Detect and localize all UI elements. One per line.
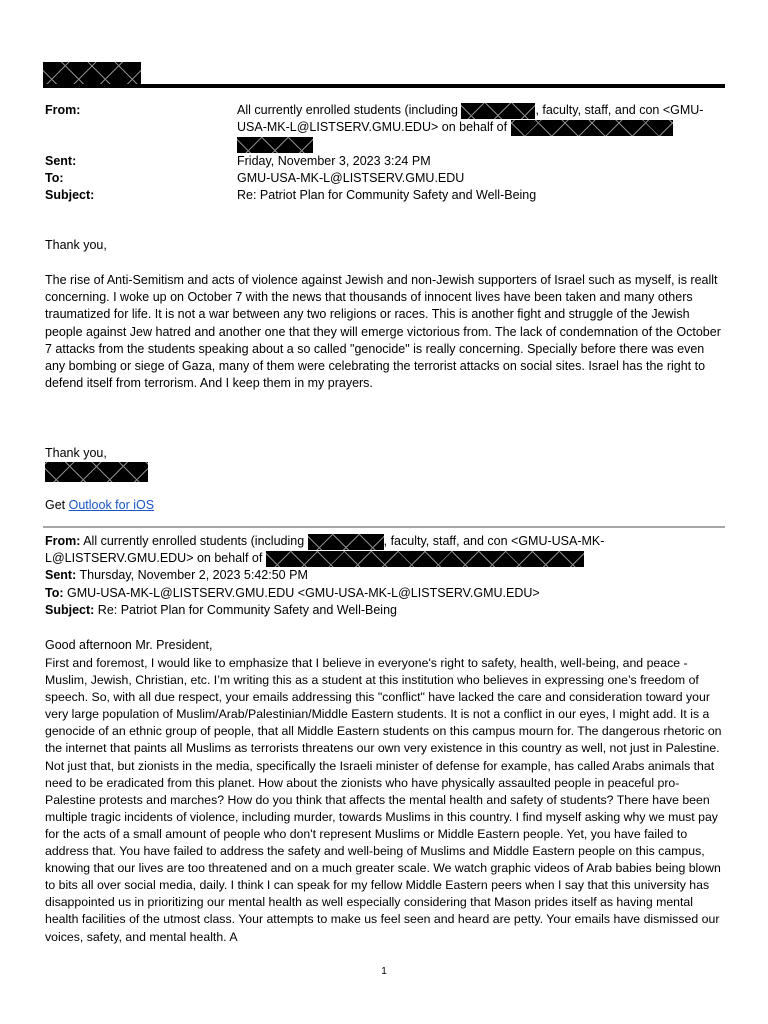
- redacted-block: [237, 137, 313, 153]
- reply-signoff: Thank you,: [45, 446, 107, 460]
- from-text-part1: All currently enrolled students (including: [237, 103, 458, 117]
- redacted-sender-name: [43, 62, 141, 84]
- to-value: GMU-USA-MK-L@LISTSERV.GMU.EDU: [237, 171, 465, 185]
- to-label: To:: [45, 171, 64, 185]
- reply-greeting: Thank you,: [45, 238, 107, 252]
- outlook-ios-link[interactable]: Outlook for iOS: [68, 498, 155, 512]
- from-text-part1: All currently enrolled students (including: [80, 534, 305, 548]
- from-text-part2: , faculty, staff, and con <GMU-: [535, 103, 704, 117]
- outlook-line: [45, 497, 725, 514]
- from-text-part2: , faculty, staff, and con <GMU-USA-MK-: [383, 534, 605, 548]
- to-value: GMU-USA-MK-L@LISTSERV.GMU.EDU <GMU-USA-MK-L@LISTSERV.GMU.EDU>: [63, 585, 540, 600]
- original-greeting: Good afternoon Mr. President,: [45, 638, 213, 652]
- page-number: 1: [381, 966, 387, 977]
- original-body: First and foremost, I would like to emphasize that I believe in everyone's right to safety, health, well-being, and peace - Muslim, Jewish, Christian, etc. I’m writing this as a student at this institution who believes in expressing one’s freedom of speech. So, with all due respect, your emails addressing this "conflict" have lacked the care and consideration toward your very large population of Muslim/Arab/Palestinian/Middle Eastern students. It is not a conflict in our eyes, I might add. It is a genocide of an ethnic group of people, that all Middle Eastern students on this campus mourn for. The dangerous rhetoric on the internet that paints all Muslims as terrorists threatens our own very existence in this country as well, not just in Palestine. Not just that, but zionists in the media, specifically the Israeli minister of defense for example, has called Arabs animals that need to be eradicated from this planet. How about the zionists who have physically assaulted people in peaceful pro-Palestine protests and marches? How do you think that affects the mental health and safety of students? There have been multiple tragic incidents of violence, including murder, towards Muslims in this country. I find myself asking why we must pay for the acts of a small amount of people who don't represent Muslims or Middle Eastern people. Yet, you have failed to address that. You have failed to address the safety and well-being of Muslims and Middle Eastern people on this campus, knowing that our lives are too threatened and on a much greater scale. We watch graphic videos of Arab babies being blown to bits all over social media, daily. I think I can speak for my fellow Middle Eastern peers when I say that this university has disappointed us in prioritizing our mental health as well especially considering that Mason prides itself as having mental health facilities of the utmost class. Your attempts to make us feel seen and heard are petty. Your emails have dismissed our voices, safety, and mental health. A: [45, 656, 722, 944]
- redacted-block: [461, 103, 535, 119]
- sent-label: Sent:: [45, 568, 77, 583]
- sent-value: Friday, November 3, 2023 3:24 PM: [237, 154, 431, 168]
- header-rule: [43, 84, 725, 88]
- email-header-reply: [45, 102, 725, 222]
- from-label: From:: [45, 103, 81, 117]
- email-header-original: [45, 533, 725, 619]
- redacted-signature: [45, 462, 148, 482]
- from-text-part3: L@LISTSERV.GMU.EDU> on behalf of: [45, 551, 263, 566]
- get-text: Get: [45, 498, 69, 512]
- sent-value: Thursday, November 2, 2023 5:42:50 PM: [76, 568, 308, 583]
- from-label: From:: [45, 534, 81, 548]
- redacted-block: [511, 120, 673, 136]
- subject-value: Re: Patriot Plan for Community Safety and Well-Being: [237, 188, 537, 202]
- from-text-part3: USA-MK-L@LISTSERV.GMU.EDU> on behalf of: [237, 120, 508, 134]
- subject-label: Subject:: [45, 602, 95, 617]
- subject-value: Re: Patriot Plan for Community Safety and Well-Being: [94, 602, 397, 617]
- sent-label: Sent:: [45, 154, 77, 168]
- subject-label: Subject:: [45, 188, 95, 202]
- message-separator: [43, 526, 725, 528]
- reply-body: The rise of Anti-Semitism and acts of violence against Jewish and non-Jewish supporters of Israel such as myself, is reallt concerning. I woke up on October 7 with the news that thousands of innocent lives have been taken and many others traumatized for life. It is not a war between any two religions or races. This is another fight and struggle of the Jewish people against Jew hatred and another one that they will emerge victorious from. The lack of condemnation of the October 7 attacks from the students speaking about a so called "genocide" is really concerning. Specially before there was even any bombing or siege of Gaza, many of them were celebrating the terrorist attacks on social sites. Israel has the right to defend itself from terrorism. And I keep them in my prayers.: [45, 273, 721, 391]
- to-label: To:: [45, 585, 64, 600]
- redacted-block: [266, 551, 584, 567]
- redacted-block: [308, 534, 384, 550]
- from-value: [237, 102, 725, 153]
